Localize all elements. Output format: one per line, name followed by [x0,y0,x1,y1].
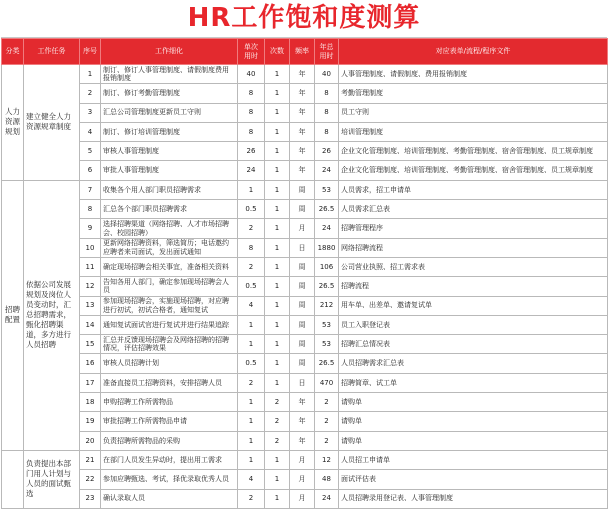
docs-cell: 用车单、出差单、邀请复试单 [339,296,608,315]
count-cell: 1 [265,373,290,392]
header-freq: 频率 [290,39,315,65]
detail-cell: 负责招聘所需物品的采购 [101,431,238,450]
count-cell: 1 [265,122,290,141]
time-per-cell: 2 [238,219,265,238]
count-cell: 1 [265,65,290,84]
time-per-cell: 2 [238,257,265,276]
docs-cell: 招聘流程 [339,277,608,296]
yearly-cell: 26 [315,142,339,161]
docs-cell: 请购单 [339,393,608,412]
yearly-cell: 26.5 [315,277,339,296]
table-row [2,489,608,508]
detail-cell: 制订、修订人事管理制度、请假制度费用报销制度 [101,65,238,84]
freq-cell: 周 [290,335,315,354]
yearly-cell: 48 [315,470,339,489]
yearly-cell: 470 [315,373,339,392]
time-per-cell: 1 [238,335,265,354]
freq-cell: 周 [290,257,315,276]
detail-cell: 参加现场招聘会，实施现场招聘，对应聘进行初试，初试合格者，通知复试 [101,296,238,315]
seq-cell: 7 [80,180,101,199]
freq-cell: 月 [290,450,315,469]
docs-cell: 公司营业执照、招工需求表 [339,257,608,276]
freq-cell: 周 [290,200,315,219]
table-row [2,200,608,219]
table-row [2,84,608,103]
time-per-cell: 2 [238,373,265,392]
count-cell: 1 [265,103,290,122]
time-per-cell: 0.5 [238,200,265,219]
table-row [2,219,608,238]
docs-cell: 招聘简章、试工单 [339,373,608,392]
seq-cell: 14 [80,315,101,334]
seq-cell: 1 [80,65,101,84]
detail-cell: 汇总各个部门职员招聘需求 [101,200,238,219]
freq-cell: 月 [290,470,315,489]
count-cell: 1 [265,354,290,373]
detail-cell: 审核人事管理制度 [101,142,238,161]
count-cell: 1 [265,450,290,469]
detail-cell: 制订、修订培训管理制度 [101,122,238,141]
seq-cell: 17 [80,373,101,392]
time-per-cell: 8 [238,238,265,257]
count-cell: 1 [265,315,290,334]
freq-cell: 周 [290,315,315,334]
detail-cell: 申购招聘工作所需物品 [101,393,238,412]
task-cell: 建立健全人力 资源规章制度 [24,65,80,181]
freq-cell: 年 [290,122,315,141]
docs-cell: 人员需求，招工申请单 [339,180,608,199]
header-count: 次数 [265,39,290,65]
count-cell: 1 [265,142,290,161]
yearly-cell: 24 [315,161,339,180]
header-task: 工作任务 [24,39,80,65]
detail-cell: 准备直接员工招聘资料，安排招聘人员 [101,373,238,392]
count-cell: 1 [265,296,290,315]
freq-cell: 月 [290,219,315,238]
count-cell: 1 [265,277,290,296]
table-row [2,335,608,354]
table-row [2,180,608,199]
header-yearly: 年总 用时 [315,39,339,65]
seq-cell: 18 [80,393,101,412]
header-row [2,39,608,65]
time-per-cell: 1 [238,450,265,469]
seq-cell: 21 [80,450,101,469]
header-seq: 序号 [80,39,101,65]
detail-cell: 参加应聘甄选、考试，择优录取优秀人员 [101,470,238,489]
category-cell: 招聘 配置 [2,180,24,450]
detail-cell: 汇总并反馈现场招聘会及网络招聘的招聘情况，评估招聘效果 [101,335,238,354]
detail-cell: 通知复试面试官进行复试并进行结果追踪 [101,315,238,334]
time-per-cell: 24 [238,161,265,180]
docs-cell: 人员招聘需求汇总表 [339,354,608,373]
count-cell: 1 [265,470,290,489]
header-docs: 对应表单/流程/程序文件 [339,39,608,65]
seq-cell: 2 [80,84,101,103]
freq-cell: 年 [290,431,315,450]
time-per-cell: 2 [238,489,265,508]
freq-cell: 年 [290,142,315,161]
freq-cell: 周 [290,296,315,315]
docs-cell: 员工入职登记表 [339,315,608,334]
seq-cell: 6 [80,161,101,180]
freq-cell: 周 [290,354,315,373]
yearly-cell: 24 [315,219,339,238]
yearly-cell: 40 [315,65,339,84]
table-row [2,103,608,122]
time-per-cell: 4 [238,470,265,489]
saturation-table [1,38,608,509]
freq-cell: 年 [290,161,315,180]
docs-cell: 招聘管理程序 [339,219,608,238]
seq-cell: 12 [80,277,101,296]
docs-cell: 考勤管理制度 [339,84,608,103]
table-row [2,257,608,276]
table-row [2,431,608,450]
count-cell: 1 [265,200,290,219]
yearly-cell: 8 [315,84,339,103]
yearly-cell: 2 [315,412,339,431]
seq-cell: 23 [80,489,101,508]
detail-cell: 收集各个用人部门职员招聘需求 [101,180,238,199]
table-row [2,393,608,412]
count-cell: 1 [265,84,290,103]
time-per-cell: 1 [238,412,265,431]
detail-cell: 更新网络招聘资料，筛选简历；电话邀约应聘者来司面试，发出面试通知 [101,238,238,257]
time-per-cell: 0.5 [238,277,265,296]
table-row [2,412,608,431]
count-cell: 1 [265,161,290,180]
table-row [2,238,608,257]
freq-cell: 年 [290,393,315,412]
count-cell: 1 [265,489,290,508]
detail-cell: 确定现场招聘会相关事宜，准备相关资料 [101,257,238,276]
seq-cell: 3 [80,103,101,122]
table-body [2,65,608,509]
yearly-cell: 2 [315,393,339,412]
docs-cell: 培训管理制度 [339,122,608,141]
docs-cell: 人员招工申请单 [339,450,608,469]
count-cell: 2 [265,431,290,450]
time-per-cell: 26 [238,142,265,161]
time-per-cell: 1 [238,431,265,450]
count-cell: 1 [265,180,290,199]
docs-cell: 面试评估表 [339,470,608,489]
count-cell: 2 [265,412,290,431]
detail-cell: 选择招聘渠道（网络招聘、人才市场招聘会、校园招聘） [101,219,238,238]
detail-cell: 告知各用人部门，确定参加现场招聘会人员 [101,277,238,296]
yearly-cell: 8 [315,122,339,141]
detail-cell: 制订、修订考勤管理制度 [101,84,238,103]
docs-cell: 网络招聘流程 [339,238,608,257]
yearly-cell: 24 [315,489,339,508]
hr-saturation-sheet [1,0,607,509]
docs-cell: 招聘汇总情况表 [339,335,608,354]
freq-cell: 年 [290,84,315,103]
yearly-cell: 8 [315,103,339,122]
freq-cell: 日 [290,373,315,392]
count-cell: 1 [265,257,290,276]
time-per-cell: 0.5 [238,354,265,373]
freq-cell: 周 [290,277,315,296]
yearly-cell: 26.5 [315,200,339,219]
yearly-cell: 212 [315,296,339,315]
seq-cell: 16 [80,354,101,373]
seq-cell: 15 [80,335,101,354]
yearly-cell: 12 [315,450,339,469]
detail-cell: 审批人事管理制度 [101,161,238,180]
sheet-title: HR工作饱和度测算 [1,0,607,38]
docs-cell: 请购单 [339,412,608,431]
docs-cell: 人事管理制度、请假制度、费用报销制度 [339,65,608,84]
header-time-per: 单次 用时 [238,39,265,65]
time-per-cell: 8 [238,103,265,122]
table-row [2,354,608,373]
time-per-cell: 8 [238,84,265,103]
yearly-cell: 1880 [315,238,339,257]
docs-cell: 员工守则 [339,103,608,122]
table-row [2,277,608,296]
table-row [2,122,608,141]
time-per-cell: 40 [238,65,265,84]
freq-cell: 周 [290,180,315,199]
seq-cell: 11 [80,257,101,276]
time-per-cell: 1 [238,315,265,334]
count-cell: 1 [265,238,290,257]
seq-cell: 13 [80,296,101,315]
freq-cell: 年 [290,65,315,84]
detail-cell: 汇总公司管理制度更新员工守则 [101,103,238,122]
table-row [2,65,608,84]
yearly-cell: 106 [315,257,339,276]
seq-cell: 20 [80,431,101,450]
table-row [2,450,608,469]
seq-cell: 5 [80,142,101,161]
time-per-cell: 4 [238,296,265,315]
docs-cell: 人员需求汇总表 [339,200,608,219]
table-row [2,161,608,180]
table-row [2,315,608,334]
yearly-cell: 53 [315,315,339,334]
table-row [2,142,608,161]
seq-cell: 9 [80,219,101,238]
task-cell: 依据公司发展规划及岗位人员变动时，汇总招聘需求，甄化招聘渠道，多方进行人员招聘 [24,180,80,450]
time-per-cell: 1 [238,180,265,199]
detail-cell: 审批招聘工作所需物品申请 [101,412,238,431]
freq-cell: 年 [290,103,315,122]
yearly-cell: 53 [315,180,339,199]
docs-cell: 企业文化管理制度、培训管理制度、考勤管理制度、宿舍管理制度、员工规章制度 [339,142,608,161]
detail-cell: 在部门人员发生异动时，提出用工需求 [101,450,238,469]
seq-cell: 8 [80,200,101,219]
time-per-cell: 1 [238,393,265,412]
count-cell: 1 [265,219,290,238]
yearly-cell: 53 [315,335,339,354]
docs-cell: 人员招聘录用登记表、人事管理制度 [339,489,608,508]
seq-cell: 10 [80,238,101,257]
freq-cell: 年 [290,412,315,431]
yearly-cell: 26.5 [315,354,339,373]
detail-cell: 确认录取人员 [101,489,238,508]
task-cell: 负责提出本部门用人计划与人员的面试甄选 [24,450,80,508]
count-cell: 2 [265,393,290,412]
seq-cell: 4 [80,122,101,141]
yearly-cell: 2 [315,431,339,450]
time-per-cell: 8 [238,122,265,141]
header-detail: 工作细化 [101,39,238,65]
seq-cell: 19 [80,412,101,431]
freq-cell: 月 [290,489,315,508]
detail-cell: 审核人员招聘计划 [101,354,238,373]
seq-cell: 22 [80,470,101,489]
docs-cell: 企业文化管理制度、培训管理制度、考勤管理制度、宿舍管理制度、员工规章制度 [339,161,608,180]
count-cell: 1 [265,335,290,354]
docs-cell: 请购单 [339,431,608,450]
table-row [2,296,608,315]
category-cell: 人力 资源 规划 [2,65,24,181]
table-row [2,373,608,392]
table-row [2,470,608,489]
freq-cell: 日 [290,238,315,257]
header-category: 分类 [2,39,24,65]
